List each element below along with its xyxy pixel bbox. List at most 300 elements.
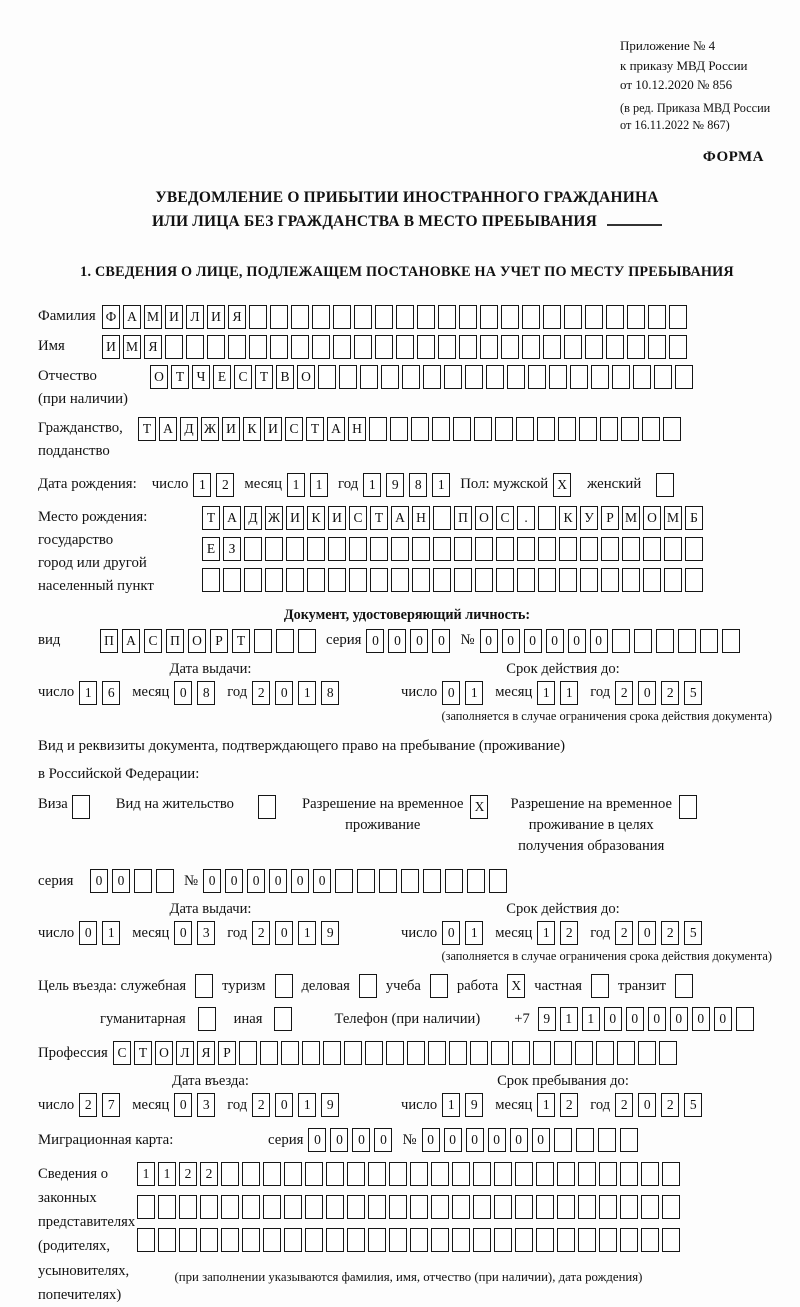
doc-valid-date (401, 681, 702, 705)
day-label: число (38, 924, 75, 941)
char-cell: 1 (582, 1007, 600, 1031)
char-cell: 7 (102, 1093, 120, 1117)
char-cell: 3 (197, 921, 215, 945)
permit-type-row (38, 794, 776, 857)
char-cell (559, 568, 577, 592)
char-cell: 0 (79, 921, 97, 945)
char-cell: 1 (102, 921, 120, 945)
birth-place-row3-cells (202, 568, 703, 592)
char-cell (369, 417, 387, 441)
char-cell (601, 568, 619, 592)
char-cell (270, 305, 288, 329)
char-cell (643, 568, 661, 592)
char-cell (291, 335, 309, 359)
guardians-row3-cells (137, 1228, 680, 1252)
char-cell: 1 (442, 1093, 460, 1117)
char-cell (263, 1162, 281, 1186)
char-cell (349, 568, 367, 592)
char-cell (286, 568, 304, 592)
char-cell (580, 537, 598, 561)
char-cell: А (123, 305, 141, 329)
char-cell (474, 417, 492, 441)
permit-date-headers (38, 901, 776, 918)
char-cell (359, 974, 377, 998)
char-cell (428, 1041, 446, 1065)
patronymic-cells (150, 365, 693, 389)
char-cell (480, 335, 498, 359)
char-cell (656, 629, 674, 653)
char-cell: 1 (298, 1093, 316, 1117)
char-cell: Т (306, 417, 324, 441)
char-cell (452, 1162, 470, 1186)
char-cell (344, 1041, 362, 1065)
title-blank-underline (607, 212, 662, 226)
char-cell (575, 1041, 593, 1065)
char-cell (522, 305, 540, 329)
char-cell (328, 568, 346, 592)
char-cell: 1 (310, 473, 328, 497)
doc-issue-date-label: Дата выдачи: (169, 660, 252, 677)
appendix-note (620, 36, 776, 135)
study-label: учеба (385, 977, 421, 994)
char-cell: 8 (321, 681, 339, 705)
char-cell: 0 (670, 1007, 688, 1031)
char-cell: . (517, 506, 535, 530)
char-cell (489, 869, 507, 893)
char-cell (475, 537, 493, 561)
char-cell (284, 1195, 302, 1219)
char-cell: 0 (308, 1128, 326, 1152)
entry-day-cells (79, 1093, 120, 1117)
char-cell: М (664, 506, 682, 530)
char-cell (365, 1041, 383, 1065)
char-cell (459, 335, 477, 359)
char-cell (276, 629, 294, 653)
char-cell (386, 1041, 404, 1065)
permit-valid-note: (заполняется в случае ограничения срока действия документа) (441, 949, 772, 964)
char-cell (522, 335, 540, 359)
char-cell (186, 335, 204, 359)
month-label: месяц (132, 1096, 170, 1113)
birth-place-label-line4: населенный пункт (38, 577, 154, 594)
char-cell (465, 365, 483, 389)
char-cell (452, 1228, 470, 1252)
char-cell: Я (228, 305, 246, 329)
char-cell (221, 1162, 239, 1186)
entry-purpose-row (38, 974, 776, 998)
char-cell: И (222, 417, 240, 441)
char-cell (223, 568, 241, 592)
char-cell (265, 537, 283, 561)
permit-issue-day-cells (79, 921, 120, 945)
char-cell: 2 (560, 1093, 578, 1117)
char-cell: 0 (291, 869, 309, 893)
entry-date-headers (38, 1073, 776, 1090)
char-cell: 2 (560, 921, 578, 945)
char-cell (390, 417, 408, 441)
char-cell (275, 974, 293, 998)
field-surname (38, 305, 776, 329)
char-cell (664, 568, 682, 592)
char-cell (202, 568, 220, 592)
char-cell (579, 417, 597, 441)
char-cell: 2 (216, 473, 234, 497)
char-cell: С (349, 506, 367, 530)
char-cell: О (475, 506, 493, 530)
char-cell (375, 305, 393, 329)
char-cell (596, 1041, 614, 1065)
migration-series-label: серия (268, 1131, 304, 1148)
char-cell (423, 365, 441, 389)
char-cell (389, 1162, 407, 1186)
char-cell: X (470, 795, 488, 819)
char-cell (410, 1195, 428, 1219)
migration-number-cells (422, 1128, 638, 1152)
char-cell: Е (213, 365, 231, 389)
char-cell: 0 (432, 629, 450, 653)
char-cell (564, 305, 582, 329)
char-cell (558, 417, 576, 441)
entry-stay-dates (38, 1093, 776, 1117)
doc-valid-day-cells (442, 681, 483, 705)
char-cell (258, 795, 276, 819)
guardians-label-line6: попечителях) (38, 1286, 122, 1303)
phone-label: Телефон (при наличии) (334, 1010, 481, 1027)
char-cell: 0 (374, 1128, 392, 1152)
section1-heading: 1. СВЕДЕНИЯ О ЛИЦЕ, ПОДЛЕЖАЩЕМ ПОСТАНОВКЕ НА УЧЕТ ПО МЕСТУ ПРЕБЫВАНИЯ (80, 264, 734, 281)
permit-issue-date-label: Дата выдачи: (169, 901, 252, 918)
day-label: число (401, 1096, 438, 1113)
work-checkbox (507, 974, 525, 998)
char-cell: И (102, 335, 120, 359)
phone-prefix: +7 (514, 1010, 530, 1027)
char-cell (401, 869, 419, 893)
doc-number-cells (480, 629, 740, 653)
citizenship-cells (138, 417, 681, 441)
char-cell (564, 335, 582, 359)
char-cell (200, 1228, 218, 1252)
char-cell (396, 305, 414, 329)
char-cell (179, 1195, 197, 1219)
char-cell: О (643, 506, 661, 530)
char-cell (678, 629, 696, 653)
stay-month-cells (537, 1093, 578, 1117)
char-cell: 1 (363, 473, 381, 497)
year-label: год (227, 684, 248, 701)
char-cell (423, 869, 441, 893)
char-cell: О (150, 365, 168, 389)
char-cell: Т (138, 417, 156, 441)
business-label: деловая (301, 977, 350, 994)
char-cell: Н (412, 506, 430, 530)
char-cell: 0 (510, 1128, 528, 1152)
char-cell (627, 335, 645, 359)
char-cell (354, 305, 372, 329)
char-cell: 1 (158, 1162, 176, 1186)
doc-issue-month-cells (174, 681, 215, 705)
char-cell (654, 365, 672, 389)
char-cell (591, 974, 609, 998)
char-cell (381, 365, 399, 389)
char-cell (659, 1041, 677, 1065)
char-cell (543, 335, 561, 359)
doc-series-cells (366, 629, 450, 653)
char-cell: 2 (661, 921, 679, 945)
char-cell: Т (232, 629, 250, 653)
year-label: год (590, 684, 611, 701)
day-label: число (38, 684, 75, 701)
char-cell: 0 (568, 629, 586, 653)
char-cell: И (264, 417, 282, 441)
char-cell (578, 1162, 596, 1186)
char-cell: Б (685, 506, 703, 530)
char-cell: А (327, 417, 345, 441)
surname-cells (102, 305, 687, 329)
char-cell (501, 305, 519, 329)
char-cell: А (223, 506, 241, 530)
char-cell (634, 629, 652, 653)
char-cell (228, 335, 246, 359)
char-cell: 6 (102, 681, 120, 705)
char-cell: 0 (330, 1128, 348, 1152)
private-checkbox (591, 974, 609, 998)
document-title (38, 186, 776, 234)
char-cell: У (580, 506, 598, 530)
char-cell: 0 (225, 869, 243, 893)
char-cell: А (122, 629, 140, 653)
char-cell: 0 (388, 629, 406, 653)
char-cell (333, 335, 351, 359)
private-label: частная (534, 977, 582, 994)
char-cell (557, 1195, 575, 1219)
char-cell (627, 305, 645, 329)
guardians-row2-cells (137, 1195, 680, 1219)
char-cell (599, 1162, 617, 1186)
char-cell (580, 568, 598, 592)
char-cell (617, 1041, 635, 1065)
char-cell: Е (202, 537, 220, 561)
char-cell (312, 305, 330, 329)
char-cell (638, 1041, 656, 1065)
char-cell (662, 1162, 680, 1186)
char-cell (137, 1228, 155, 1252)
char-cell (305, 1195, 323, 1219)
char-cell (263, 1195, 281, 1219)
char-cell (536, 1162, 554, 1186)
char-cell: С (144, 629, 162, 653)
char-cell: О (155, 1041, 173, 1065)
appendix-line: к приказу МВД России (620, 57, 748, 73)
residence-permit-checkbox (258, 795, 276, 819)
char-cell (536, 1195, 554, 1219)
char-cell (453, 417, 471, 441)
char-cell (473, 1162, 491, 1186)
guardians-row1-cells (137, 1162, 680, 1186)
char-cell (543, 305, 561, 329)
given-name-cells (102, 335, 687, 359)
doc-type-cells (100, 629, 316, 653)
char-cell: 0 (174, 681, 192, 705)
year-label: год (227, 924, 248, 941)
char-cell: Т (134, 1041, 152, 1065)
char-cell: 2 (79, 1093, 97, 1117)
char-cell (591, 365, 609, 389)
field-migration-card (38, 1128, 776, 1152)
char-cell: А (391, 506, 409, 530)
char-cell (473, 1228, 491, 1252)
char-cell (158, 1195, 176, 1219)
char-cell (512, 1041, 530, 1065)
field-patronymic (38, 365, 776, 411)
char-cell (454, 568, 472, 592)
birth-date-label: Дата рождения: (38, 476, 137, 493)
char-cell (656, 473, 674, 497)
char-cell: X (507, 974, 525, 998)
stay-day-cells (442, 1093, 483, 1117)
char-cell (263, 1228, 281, 1252)
char-cell (612, 629, 630, 653)
char-cell (537, 417, 555, 441)
char-cell: 0 (275, 1093, 293, 1117)
permit-valid-until-label: Срок действия до: (506, 901, 620, 918)
char-cell: С (285, 417, 303, 441)
purpose-row2 (38, 1007, 776, 1031)
char-cell (333, 305, 351, 329)
doc-valid-note: (заполняется в случае ограничения срока действия документа) (441, 708, 772, 723)
visa-option (38, 794, 90, 819)
char-cell (433, 568, 451, 592)
char-cell: 8 (197, 681, 215, 705)
char-cell: 5 (684, 681, 702, 705)
char-cell: 0 (604, 1007, 622, 1031)
char-cell: 0 (480, 629, 498, 653)
title-line-2: ИЛИ ЛИЦА БЕЗ ГРАЖДАНСТВА В МЕСТО ПРЕБЫВАНИЯ (151, 213, 598, 231)
field-guardians (38, 1162, 776, 1306)
char-cell (221, 1195, 239, 1219)
temp-residence-edu-line1: Разрешение на временное (510, 795, 672, 812)
residence-permit-label: Вид на жительство (115, 795, 234, 812)
char-cell: 0 (626, 1007, 644, 1031)
birth-place-label-line1: Место рождения: (38, 508, 148, 525)
char-cell: Р (601, 506, 619, 530)
char-cell: С (496, 506, 514, 530)
purpose-label: Цель въезда: служебная (38, 977, 187, 994)
birth-place-label-line3: город или другой (38, 554, 147, 571)
business-checkbox (359, 974, 377, 998)
char-cell (307, 568, 325, 592)
char-cell: 1 (537, 1093, 555, 1117)
char-cell: 0 (275, 681, 293, 705)
char-cell (501, 335, 519, 359)
char-cell: 1 (465, 921, 483, 945)
char-cell: П (454, 506, 472, 530)
stay-until-date (401, 1093, 702, 1117)
char-cell (368, 1228, 386, 1252)
char-cell: 9 (386, 473, 404, 497)
char-cell (452, 1195, 470, 1219)
doc-issue-day-cells (79, 681, 120, 705)
phone-cells (538, 1007, 754, 1031)
char-cell (459, 305, 477, 329)
char-cell: 0 (502, 629, 520, 653)
char-cell (662, 1195, 680, 1219)
guardians-label-line4: (родителях, (38, 1238, 111, 1255)
doc-number-label: № (460, 632, 475, 649)
char-cell: С (234, 365, 252, 389)
char-cell (601, 537, 619, 561)
char-cell (444, 365, 462, 389)
char-cell (349, 537, 367, 561)
char-cell: 0 (247, 869, 265, 893)
char-cell: 2 (615, 921, 633, 945)
char-cell (254, 629, 272, 653)
char-cell: З (223, 537, 241, 561)
migration-series-cells (308, 1128, 392, 1152)
other-purpose-label: иная (233, 1010, 263, 1027)
temp-residence-edu-line2: проживание в целях (528, 816, 654, 833)
char-cell (549, 365, 567, 389)
temp-residence-option (302, 794, 488, 836)
char-cell: 0 (269, 869, 287, 893)
doc-date-headers (38, 661, 776, 678)
doc-series-label: серия (326, 632, 362, 649)
char-cell: 9 (538, 1007, 556, 1031)
char-cell (239, 1041, 257, 1065)
year-label: год (338, 476, 359, 493)
guardians-label-line5: усыновителях, (38, 1262, 130, 1279)
char-cell: 0 (638, 921, 656, 945)
char-cell: Т (202, 506, 220, 530)
char-cell (412, 568, 430, 592)
char-cell: 9 (321, 1093, 339, 1117)
char-cell (326, 1228, 344, 1252)
char-cell (494, 1195, 512, 1219)
char-cell: П (100, 629, 118, 653)
char-cell: 1 (298, 681, 316, 705)
char-cell (449, 1041, 467, 1065)
char-cell (517, 537, 535, 561)
char-cell: М (622, 506, 640, 530)
char-cell: 0 (90, 869, 108, 893)
char-cell (517, 568, 535, 592)
profession-cells (113, 1041, 677, 1065)
temp-residence-checkbox (470, 795, 488, 819)
guardians-label-line1: Сведения о (38, 1166, 109, 1183)
char-cell (495, 417, 513, 441)
char-cell (244, 537, 262, 561)
permit-series-cells (90, 869, 174, 893)
char-cell: 0 (638, 681, 656, 705)
day-label: число (151, 476, 189, 493)
char-cell (410, 1228, 428, 1252)
day-label: число (401, 684, 438, 701)
char-cell (599, 1195, 617, 1219)
char-cell: 5 (684, 1093, 702, 1117)
temp-residence-edu-label (510, 794, 671, 857)
char-cell: 9 (321, 921, 339, 945)
char-cell (516, 417, 534, 441)
char-cell: 1 (560, 1007, 578, 1031)
temp-residence-label (302, 794, 463, 836)
work-label: работа (456, 977, 499, 994)
migration-number-label: № (402, 1131, 417, 1148)
char-cell: 0 (466, 1128, 484, 1152)
guardians-label (38, 1162, 137, 1306)
permit-issue-date (38, 921, 383, 945)
char-cell: Д (244, 506, 262, 530)
char-cell (641, 1162, 659, 1186)
char-cell (648, 305, 666, 329)
